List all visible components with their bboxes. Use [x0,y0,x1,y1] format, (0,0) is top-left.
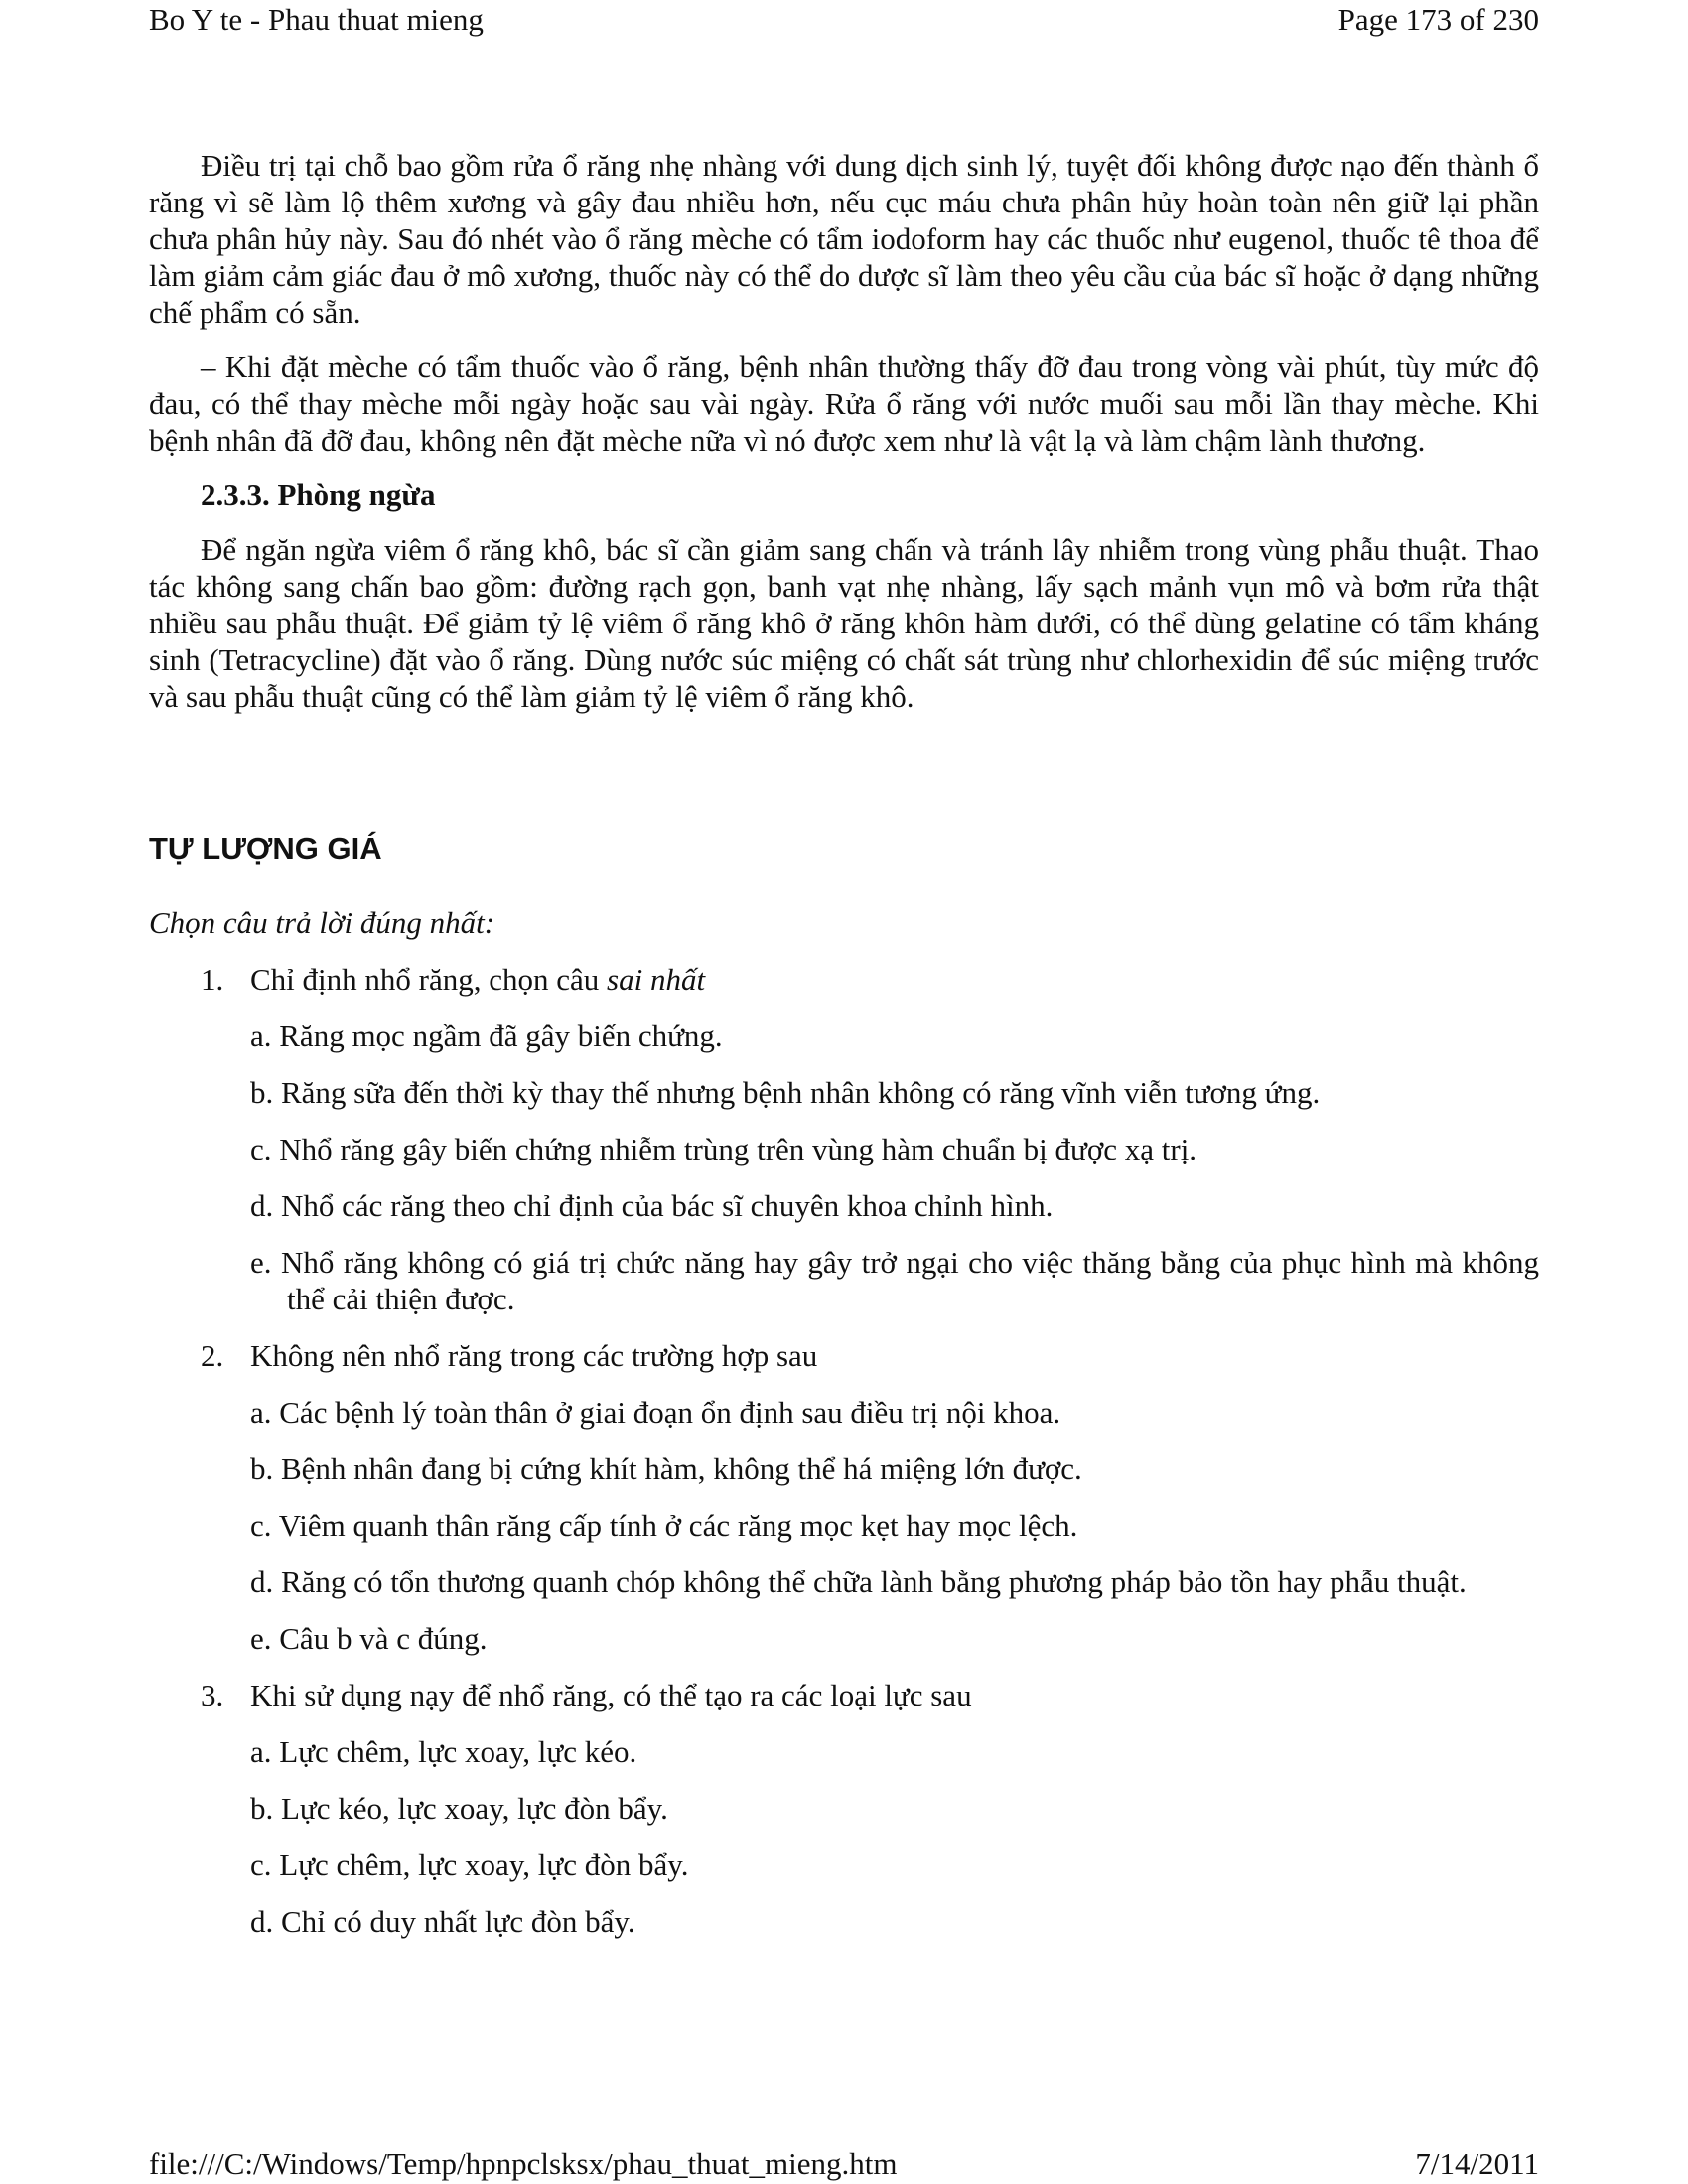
file-path: file:///C:/Windows/Temp/hpnpclsksx/phau_thuat_mieng.htm [149,2146,898,2181]
answer-option: d. Chỉ có duy nhất lực đòn bẩy. [250,1904,635,1939]
question-emphasis: sai nhất [607,962,706,997]
page-footer [149,2144,1539,2184]
page-number: Page 173 of 230 [1337,2,1539,37]
answer-option: e. Câu b và c đúng. [250,1621,488,1656]
question-3 [149,1677,1539,1713]
answer-option: b. Lực kéo, lực xoay, lực đòn bẩy. [250,1791,668,1826]
answer-option: a. Lực chêm, lực xoay, lực kéo. [250,1734,637,1769]
paragraph-mesh-placement: – Khi đặt mèche có tẩm thuốc vào ổ răng, bệnh nhân thường thấy đỡ đau trong vòng vài phút, tùy mức độ đau, có thể thay mèche mỗi ngày hoặc sau vài ngày. Rửa ổ răng với nước muối sau mỗi lần thay mèche. Khi bệnh nhân đã đỡ đau, không nên đặt mèche nữa vì nó được xem như là vật lạ và làm chậm lành thương. [149,349,1539,458]
page-header [149,0,1539,40]
answer-option: c. Viêm quanh thân răng cấp tính ở các răng mọc kẹt hay mọc lệch. [250,1508,1078,1543]
question-block [149,961,1539,1317]
page-content [149,147,1539,1960]
question-1 [149,961,1539,998]
answer-option: d. Răng có tổn thương quanh chóp không thể chữa lành bằng phương pháp bảo tồn hay phẫu thuật. [250,1565,1467,1599]
answer-option: c. Lực chêm, lực xoay, lực đòn bẩy. [250,1847,689,1882]
question-block [149,1337,1539,1657]
answer-option: c. Nhổ răng gây biến chứng nhiễm trùng trên vùng hàm chuẩn bị được xạ trị. [250,1132,1197,1166]
question-number: 3. [201,1678,224,1712]
question-text: Không nên nhổ răng trong các trường hợp sau [250,1338,818,1373]
paragraph-prevention: Để ngăn ngừa viêm ổ răng khô, bác sĩ cần giảm sang chấn và tránh lây nhiễm trong vùng phẫu thuật. Thao tác không sang chấn bao gồm: đường rạch gọn, banh vạt nhẹ nhàng, lấy sạch mảnh vụn mô và bơm rửa thật nhiều sau phẫu thuật. Để giảm tỷ lệ viêm ổ răng khô ở răng khôn hàm dưới, có thể dùng gelatine có tẩm kháng sinh (Tetracycline) đặt vào ổ răng. Dùng nước súc miệng có chất sát trùng như chlorhexidin để súc miệng trước và sau phẫu thuật cũng có thể làm giảm tỷ lệ viêm ổ răng khô. [149,532,1539,714]
quiz-instruction: Chọn câu trả lời đúng nhất: [149,905,495,940]
section-heading-prevention: 2.3.3. Phòng ngừa [201,478,436,512]
question-block [149,1677,1539,1940]
answer-option: b. Răng sữa đến thời kỳ thay thế nhưng bệnh nhân không có răng vĩnh viễn tương ứng. [250,1075,1321,1110]
answer-option: a. Các bệnh lý toàn thân ở giai đoạn ổn định sau điều trị nội khoa. [250,1395,1061,1430]
self-assessment-heading: TỰ LƯỢNG GIÁ [149,831,382,866]
question-number: 2. [201,1338,224,1373]
print-date: 7/14/2011 [1415,2146,1539,2181]
answer-option: e. Nhổ răng không có giá trị chức năng hay gây trở ngại cho việc thăng bằng của phục hình mà không thể cải thiện được. [250,1245,1539,1316]
answer-option: d. Nhổ các răng theo chỉ định của bác sĩ chuyên khoa chỉnh hình. [250,1188,1054,1223]
question-text: Chỉ định nhổ răng, chọn câu [250,962,608,997]
question-text: Khi sử dụng nạy để nhổ răng, có thể tạo ra các loại lực sau [250,1678,972,1712]
paragraph-local-treatment: Điều trị tại chỗ bao gồm rửa ổ răng nhẹ nhàng với dung dịch sinh lý, tuyệt đối không được nạo đến thành ổ răng vì sẽ làm lộ thêm xương và gây đau nhiều hơn, nếu cục máu chưa phân hủy hoàn toàn nên giữ lại phần chưa phân hủy này. Sau đó nhét vào ổ răng mèche có tẩm iodoform hay các thuốc như eugenol, thuốc tê thoa để làm giảm cảm giác đau ở mô xương, thuốc này có thể do dược sĩ làm theo yêu cầu của bác sĩ hoặc ở dạng những chế phẩm có sẵn. [149,148,1539,330]
question-number: 1. [201,962,224,997]
document-title: Bo Y te - Phau thuat mieng [149,2,484,37]
answer-option: b. Bệnh nhân đang bị cứng khít hàm, không thể há miệng lớn được. [250,1451,1082,1486]
question-2 [149,1337,1539,1374]
answer-option: a. Răng mọc ngầm đã gây biến chứng. [250,1019,723,1053]
